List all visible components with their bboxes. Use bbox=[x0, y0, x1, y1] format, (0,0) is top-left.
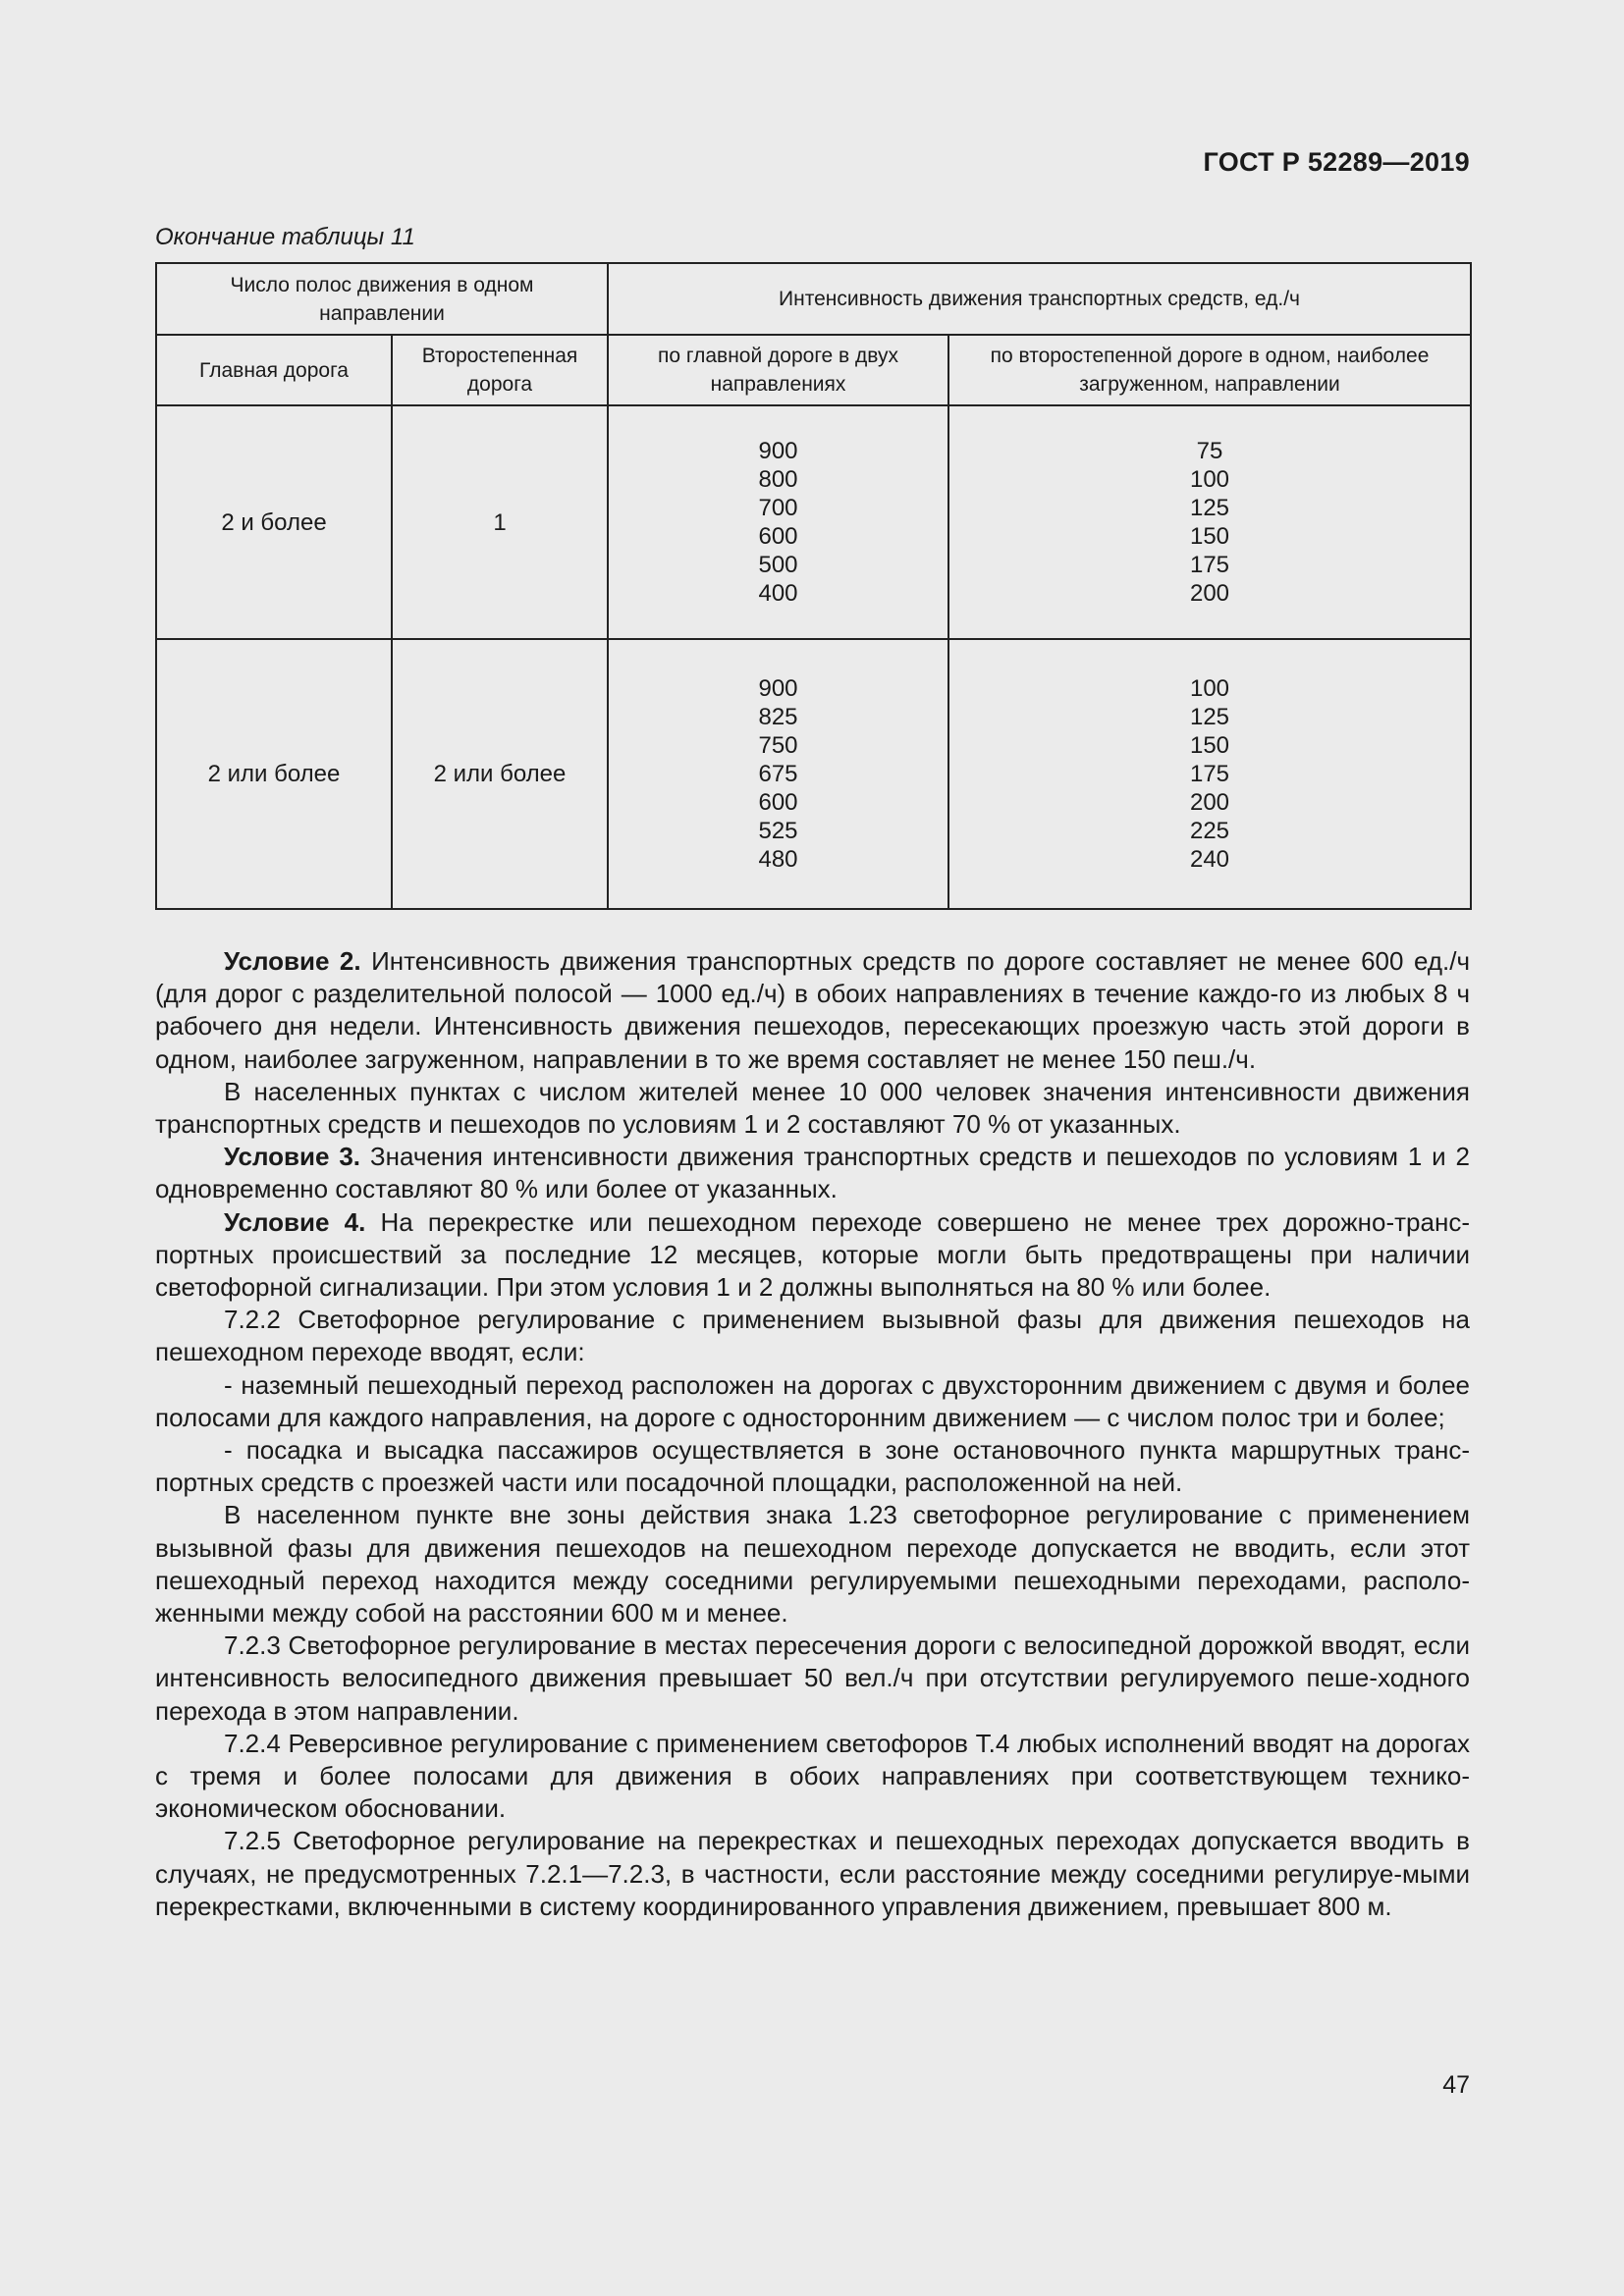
condition-label: Условие 4. bbox=[224, 1206, 366, 1237]
main-lanes-cell: 2 или более bbox=[156, 639, 392, 909]
table-value: 200 bbox=[1189, 789, 1230, 816]
table-value: 600 bbox=[758, 523, 798, 550]
paragraph-text: На перекрестке или пешеходном переходе совершено не менее трех дорожно-транс-портных происшествий за последние 12 месяцев, которые могли быть предотвращены при наличии светофорной сигнализации. При этом условия 1 и 2 должны выполняться на 80 % или более. bbox=[155, 1206, 1470, 1303]
paragraph: 7.2.5 Светофорное регулирование на перекрестках и пешеходных переходах допускается вводить в случаях, не предусмотренных 7.2.1—7.2.3, в частности, если расстояние между соседними регулируе-мыми перекрестками, включенными в систему координированного управления движением, превышает 800 м. bbox=[155, 1826, 1470, 1921]
table-value: 175 bbox=[1189, 761, 1230, 787]
table-value: 900 bbox=[758, 675, 798, 702]
table-value: 125 bbox=[1189, 704, 1230, 730]
list-item: - наземный пешеходный переход расположен на дорогах с двухсторонним движением с двумя и более полосами для каждого направления, на дороге с односторонним движением — с числом полос три и более; bbox=[155, 1369, 1470, 1432]
table-value: 800 bbox=[758, 466, 798, 493]
table-value: 225 bbox=[1189, 818, 1230, 844]
table-value: 150 bbox=[1189, 732, 1230, 759]
table-value: 825 bbox=[758, 704, 798, 730]
table-value: 150 bbox=[1189, 523, 1230, 550]
header-lanes-group: Число полос движения в одном направлении bbox=[156, 263, 608, 335]
condition-label: Условие 3. bbox=[224, 1142, 361, 1172]
table-value: 200 bbox=[1189, 580, 1230, 607]
header-secondary-one-direction: по второстепенной дороге в одном, наиболее загруженном, направлении bbox=[948, 335, 1471, 405]
table-value: 175 bbox=[1189, 552, 1230, 578]
paragraph: В населенных пунктах с числом жителей менее 10 000 человек значения интенсивности движения транспортных средств и пешеходов по условиям 1 и 2 составляют 70 % от указанных. bbox=[155, 1076, 1470, 1140]
main-values-cell bbox=[608, 405, 948, 639]
main-lanes-cell: 2 и более bbox=[156, 405, 392, 639]
table-value: 700 bbox=[758, 495, 798, 521]
table-caption: Окончание таблицы 11 bbox=[155, 224, 415, 250]
paragraph: 7.2.2 Светофорное регулирование с применением вызывной фазы для движения пешеходов на пешеходном переходе вводят, если: bbox=[155, 1305, 1470, 1367]
paragraph-text: Интенсивность движения транспортных средств по дороге составляет не менее 600 ед./ч (для дорог с разделительной полосой — 1000 ед./ч) в обоих направлениях в течение каждо-го из любых 8 ч рабочего дня недели. Интенсивность движения пешеходов, пересекающих проезжую часть этой дороги в одном, наиболее загруженном, направлении в то же время составляет не менее 150 пеш./ч. bbox=[155, 946, 1470, 1074]
secondary-lanes-cell: 2 или более bbox=[392, 639, 608, 909]
table-value: 500 bbox=[758, 552, 798, 578]
table-value: 675 bbox=[758, 761, 798, 787]
table-value: 750 bbox=[758, 732, 798, 759]
main-values-cell bbox=[608, 639, 948, 909]
secondary-values-cell bbox=[948, 639, 1471, 909]
table-value: 240 bbox=[1189, 846, 1230, 873]
secondary-lanes-cell: 1 bbox=[392, 405, 608, 639]
paragraph: В населенном пункте вне зоны действия знака 1.23 светофорное регулирование с применением вызывной фазы для движения пешеходов на пешеходном переходе допускается не вводить, если этот пешеходный переход находится между соседними регулируемыми пешеходными переходами, располо-женными между собой на расстоянии 600 м и менее. bbox=[155, 1500, 1470, 1629]
paragraph-condition-4 bbox=[155, 1206, 1470, 1305]
table-row bbox=[156, 639, 1471, 909]
table-value: 75 bbox=[1196, 438, 1223, 464]
table-value: 100 bbox=[1189, 675, 1230, 702]
header-main-two-directions: по главной дороге в двух направлениях bbox=[608, 335, 948, 405]
paragraph-text: Значения интенсивности движения транспортных средств и пешеходов по условиям 1 и 2 одновременно составляют 80 % или более от указанных. bbox=[155, 1142, 1471, 1204]
table-value: 525 bbox=[758, 818, 798, 844]
list-item: - посадка и высадка пассажиров осуществляется в зоне остановочного пункта маршрутных транс-портных средств с проезжей части или посадочной площадки, расположенной на ней. bbox=[155, 1435, 1470, 1498]
header-secondary-road: Второстепенная дорога bbox=[392, 335, 608, 405]
intensity-table bbox=[155, 262, 1472, 910]
header-intensity-group: Интенсивность движения транспортных средств, ед./ч bbox=[608, 263, 1471, 335]
table-value: 900 bbox=[758, 438, 798, 464]
table-value: 125 bbox=[1189, 495, 1230, 521]
paragraph: 7.2.4 Реверсивное регулирование с применением светофоров Т.4 любых исполнений вводят на дорогах с тремя и более полосами для движения в обоих направлениях при соответствующем технико-экономическом обосновании. bbox=[155, 1728, 1470, 1824]
secondary-values-cell bbox=[948, 405, 1471, 639]
header-main-road: Главная дорога bbox=[156, 335, 392, 405]
condition-label: Условие 2. bbox=[224, 946, 361, 976]
paragraph-condition-2 bbox=[155, 945, 1470, 1076]
table-value: 400 bbox=[758, 580, 798, 607]
document-id: ГОСТ Р 52289—2019 bbox=[1203, 147, 1470, 177]
body-text bbox=[155, 945, 1470, 1923]
table-value: 100 bbox=[1189, 466, 1230, 493]
table-row bbox=[156, 405, 1471, 639]
paragraph-condition-3 bbox=[155, 1141, 1470, 1205]
table-value: 480 bbox=[758, 846, 798, 873]
paragraph: 7.2.3 Светофорное регулирование в местах пересечения дороги с велосипедной дорожкой вводят, если интенсивность велосипедного движения превышает 50 вел./ч при отсутствии регулируемого пеше-ходного перехода в этом направлении. bbox=[155, 1630, 1470, 1726]
page-number: 47 bbox=[1442, 2071, 1470, 2099]
table-value: 600 bbox=[758, 789, 798, 816]
